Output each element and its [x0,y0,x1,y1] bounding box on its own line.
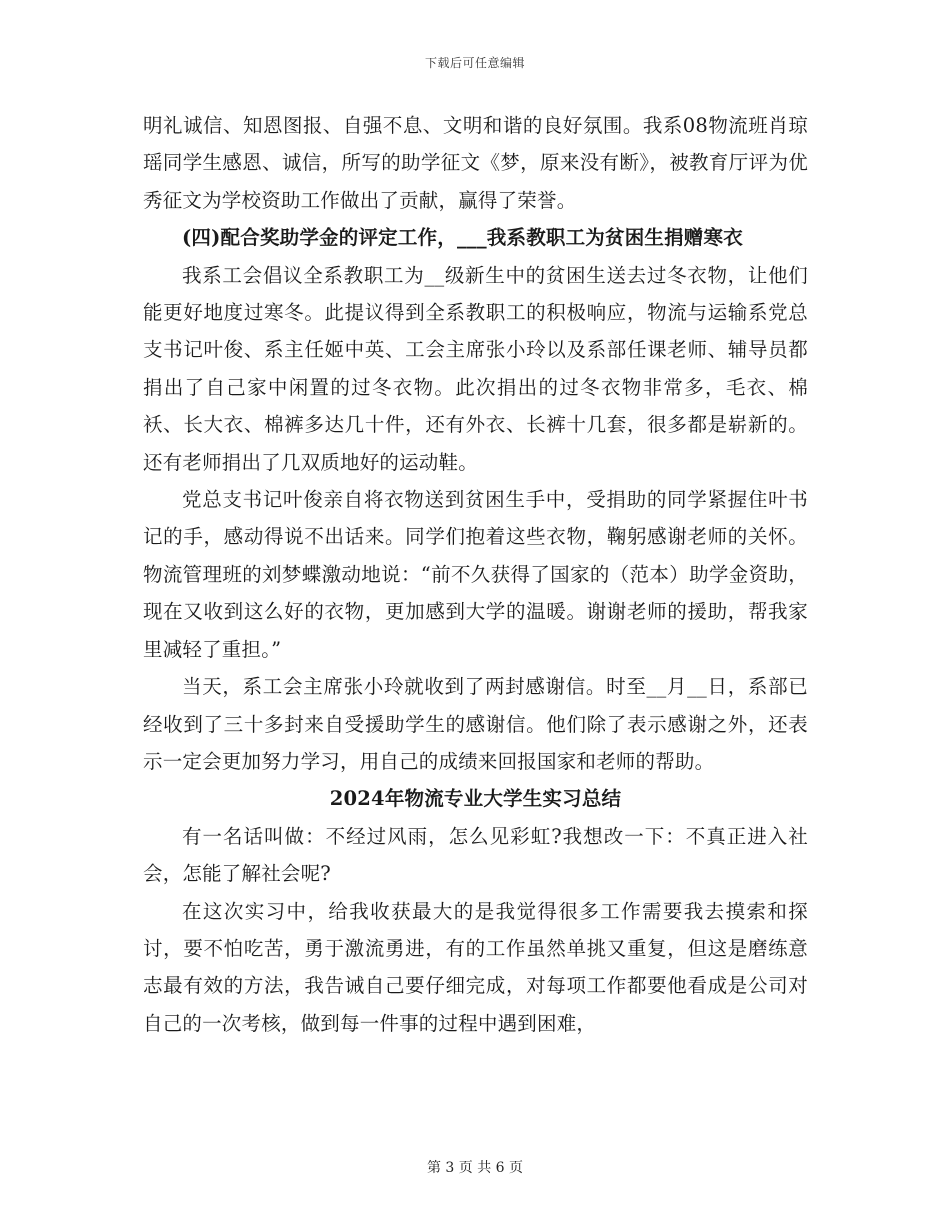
paragraph-intro-saying: 有一名话叫做：不经过风雨，怎么见彩虹?我想改一下：不真正进入社会，怎能了解社会呢? [143,824,808,886]
paragraph-donation-delivery: 党总支书记叶俊亲自将衣物送到贫困生手中，受捐助的同学紧握住叶书记的手，感动得说不出话来。同学们抱着这些衣物，鞠躬感谢老师的关怀。物流管理班的刘梦蝶激动地说：“前不久获得了国家的（范本）助学金资助，现在又收到这么好的衣物，更加感到大学的温暖。谢谢老师的援助，帮我家里减轻了重担。” [143,488,808,661]
document-title: 2024年物流专业大学生实习总结 [329,787,622,811]
paragraph-continuation: 明礼诚信、知恩图报、自强不息、文明和谐的良好氛围。我系08物流班肖琼瑶同学生感恩、诚信，所写的助学征文《梦，原来没有断》，被教育厅评为优秀征文为学校资助工作做出了贡献，赢得了荣誉。 [143,114,808,212]
paragraph-union-initiative: 我系工会倡议全系教职工为__级新生中的贫困生送去过冬衣物，让他们能更好地度过寒冬。此提议得到全系教职工的积极响应，物流与运输系党总支书记叶俊、系主任姬中英、工会主席张小玲以及系部任课老师、辅导员都捐出了自己家中闲置的过冬衣物。此次捐出的过冬衣物非常多，毛衣、棉袄、长大衣、棉裤多达几十件，还有外衣、长裤十几套，很多都是崭新的。还有老师捐出了几双质地好的运动鞋。 [143,263,808,474]
paragraph-thank-you-letters: 当天，系工会主席张小玲就收到了两封感谢信。时至__月__日，系部已经收到了三十多封来自受援助学生的感谢信。他们除了表示感谢之外，还表示一定会更加努力学习，用自己的成绩来回报国家和老师的帮助。 [143,675,808,773]
paragraph-internship-gains: 在这次实习中，给我收获最大的是我觉得很多工作需要我去摸索和探讨，要不怕吃苦，勇于激流勇进，有的工作虽然单挑又重复，但这是磨练意志最有效的方法，我告诫自己要仔细完成，对每项工作都要他看成是公司对自己的一次考核，做到每一件事的过程中遇到困难， [143,899,808,1035]
page-number: 第 3 页 共 6 页 [426,1160,524,1176]
page-header: 下载后可任意编辑 [424,56,525,70]
document-body [143,107,808,1042]
section-heading: (四)配合奖助学金的评定工作，___我系教职工为贫困生捐赠寒衣 [182,226,743,250]
